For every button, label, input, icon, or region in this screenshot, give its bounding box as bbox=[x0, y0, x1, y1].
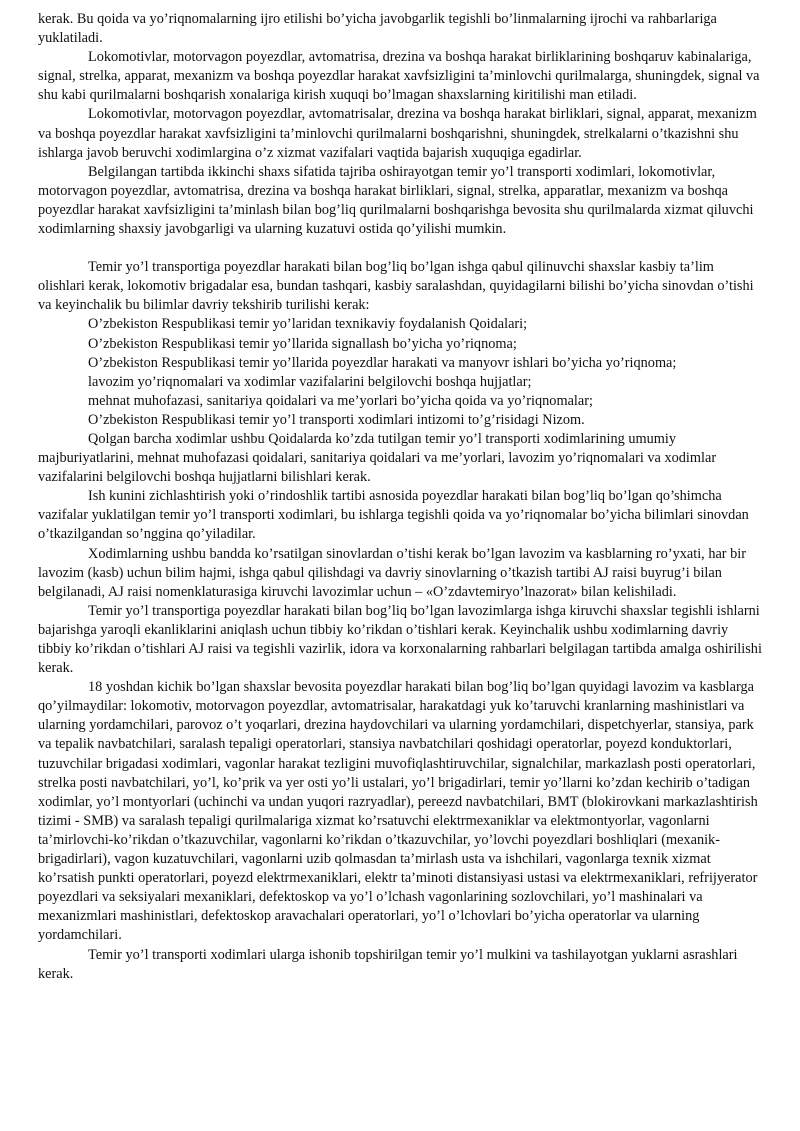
paragraph: Temir yo’l transportiga poyezdlar harakati bilan bog’liq bo’lgan lavozimlarga ishga kiruvchi shaxslar tegishli ishlarni bajarishga yaroqli ekanliklarini aniqlash uchun tibbiy ko’rikdan o’tishlari kerak. Keyinchalik ushbu xodimlarning davriy tibbiy ko’rikdan o’tishlari AJ raisi va tegishli vazirlik, idora va korxonalarning rahbarlari belgilagan tartibda amalga oshirilishi kerak. bbox=[38, 602, 762, 677]
paragraph: kerak. Bu qoida va yo’riqnomalarning ijro etilishi bo’yicha javobgarlik tegishli bo’linmalarning ijrochi va rahbarlariga yuklatiladi. bbox=[38, 11, 717, 47]
document-section-top bbox=[38, 10, 762, 239]
paragraph: 18 yoshdan kichik bo’lgan shaxslar bevosita poyezdlar harakati bilan bog’liq bo’lgan quyidagi lavozim va kasblarga qo’yilmaydilar: lokomotiv, motorvagon poyezdlar, avtomatrisalar, harakatdagi yuk ko’taruvchi kranlarning mashinistlari va ularning yordamchilari, parovoz o’t yoqarlari, drezina haydovchilari va ularning yordamchilari, dispetchyerlar, stansiya, park va tepalik navbatchilari, saralash tepaligi operatorlari, stansiya navbatchilari qoshidagi operatorlar, poyezd konduktorlari, tuzuvchilar brigadasi xodimlari, vagonlar harakat tezligini muvofiqlashtiruvchilar, signalchilar, markazlash posti operatorlari, strelka posti navbatchilari, yo’l, ko’prik va yer osti yo’li ustalari, yo’l brigadirlari, temir yo’llarni ko’zdan kechirib o’tadigan xodimlar, yo’l montyorlari (uchinchi va undan yuqori razryadlar), pereezd navbatchilari, BMT (blokirovkani markazlashtirish tizimi - SMB) va saralash tepaligi qurilmalariga xizmat ko’rsatuvchi elektrmexaniklar va elektmontyorlar, vagonlarni ta’mirlovchi-ko’rikdan o’tkazuvchilar, vagonlarni ko’rikdan o’tkazuvchilar, yo’lovchi poyezdlari boshliqlari (mexanik-brigadirlari), vagon kuzatuvchilari, vagonlarni uzib qolmasdan ta’mirlash usta va ishchilari, vagonlarga texnik xizmat ko’rsatish punkti operatorlari, poyezd elektrmexaniklari, elektr ta’minoti distansiyasi ustasi va elektrmexaniklari, refrijyerator poyezdlari va seksiyalari mexaniklari, defektoskop va yo’l o’lchash vagonlarining sozlovchilari, yo’l mashinalari va mexanizmlari mashinistlari, defektoskop aravachalari operatorlari, yo’l o’lchovlari bo’yicha operatorlar va ularning yordamchilari. bbox=[38, 679, 758, 944]
paragraph: Xodimlarning ushbu bandda ko’rsatilgan sinovlardan o’tishi kerak bo’lgan lavozim va kasblarning ro’yxati, har bir lavozim (kasb) uchun bilim hajmi, ishga qabul qilishdagi va davriy sinovlarning o’tkazish tartibi AJ raisi buyrug’i bilan belgilanadi, AJ raisi nomenklaturasiga kiruvchi lavozimlar uchun – «O’zdavtemiryo’lnazorat» bilan kelishiladi. bbox=[38, 545, 747, 600]
paragraph: O’zbekiston Respublikasi temir yo’llarida signallash bo’yicha yo’riqnoma; bbox=[88, 335, 517, 352]
paragraph: Belgilangan tartibda ikkinchi shaxs sifatida tajriba oshirayotgan temir yo’l transporti xodimlari, lokomotivlar, motorvagon poyezdlar, avtomatrisa, drezina va boshqa harakat birliklari, signal, strelka, apparatlar, mexanizm va boshqa poyezdlar harakat xavfsizligini ta’minlash bilan bog’liq qurilmalarni boshqarishga bevosita shu qurilmalarda xizmat qiluvchi xodimlarning shaxsiy javobgarligi va ularning kuzatuvi ostida qo’yilishi mumkin. bbox=[38, 163, 754, 238]
paragraph: Ish kunini zichlashtirish yoki o’rindoshlik tartibi asnosida poyezdlar harakati bilan bog’liq bo’lgan qo’shimcha vazifalar yuklatilgan temir yo’l transporti xodimlari, bu ishlarga tegishli qoida va yo’riqnomalar bo’yicha bilimlari sinovdan o’tkazilgandan so’nggina qo’yiladilar. bbox=[38, 488, 749, 543]
paragraph: Lokomotivlar, motorvagon poyezdlar, avtomatrisalar, drezina va boshqa harakat birliklari, signal, apparat, mexanizm va boshqa poyezdlar harakat xavfsizligini ta’minlovchi qurilmalarni boshqarishni, shuningdek, strelkalarni o’tkazishni shu ishlarga javob beruvchi xodimlargina o’z xizmat vazifalari vaqtida bajarish xuquqiga egadirlar. bbox=[38, 106, 757, 161]
paragraph: Temir yo’l transportiga poyezdlar harakati bilan bog’liq bo’lgan ishga qabul qilinuvchi shaxslar kasbiy ta’lim olishlari kerak, lokomotiv brigadalar esa, bundan tashqari, kasbiy saralashdan, quyidagilarni bilishi bo’yicha sinovdan o’tishi va keyinchalik bu bilimlar davriy tekshirib turilishi kerak: bbox=[38, 259, 754, 314]
paragraph-gap bbox=[38, 239, 762, 258]
paragraph: mehnat muhofazasi, sanitariya qoidalari va me’yorlari bo’yicha qoida va yo’riqnomalar; bbox=[88, 392, 593, 409]
paragraph: O’zbekiston Respublikasi temir yo’l transporti xodimlari intizomi to’g’risidagi Nizom. bbox=[88, 411, 585, 428]
paragraph: lavozim yo’riqnomalari va xodimlar vazifalarini belgilovchi boshqa hujjatlar; bbox=[88, 373, 532, 390]
paragraph: Temir yo’l transporti xodimlari ularga ishonib topshirilgan temir yo’l mulkini va tashilayotgan yuklarni asrashlari kerak. bbox=[38, 946, 738, 982]
paragraph: O’zbekiston Respublikasi temir yo’llarida poyezdlar harakati va manyovr ishlari bo’yicha yo’riqnoma; bbox=[88, 354, 677, 371]
paragraph: O’zbekiston Respublikasi temir yo’laridan texnikaviy foydalanish Qoidalari; bbox=[88, 316, 528, 333]
paragraph: Qolgan barcha xodimlar ushbu Qoidalarda ko’zda tutilgan temir yo’l transporti xodimlarining umumiy majburiyatlarini, mehnat muhofazasi qoidalari, sanitariya qoidalari va me’yorlari, lavozim yo’riqnomalari va xodimlar vazifalarini belgilovchi boshqa hujjatlarni bilishlari kerak. bbox=[38, 430, 717, 486]
document-section-bottom bbox=[38, 258, 762, 984]
paragraph: Lokomotivlar, motorvagon poyezdlar, avtomatrisa, drezina va boshqa harakat birliklarining boshqaruv kabinalariga, signal, strelka, apparat, mexanizm va boshqa poyezdlar harakat xavfsizligini ta’minlovchi qurilmalarga, shuningdek, signal va shu kabi qurilmalarni boshqarish xonalariga kirish xuquqi bo’lmagan shaxslarning kiritilishi man etiladi. bbox=[38, 49, 760, 104]
